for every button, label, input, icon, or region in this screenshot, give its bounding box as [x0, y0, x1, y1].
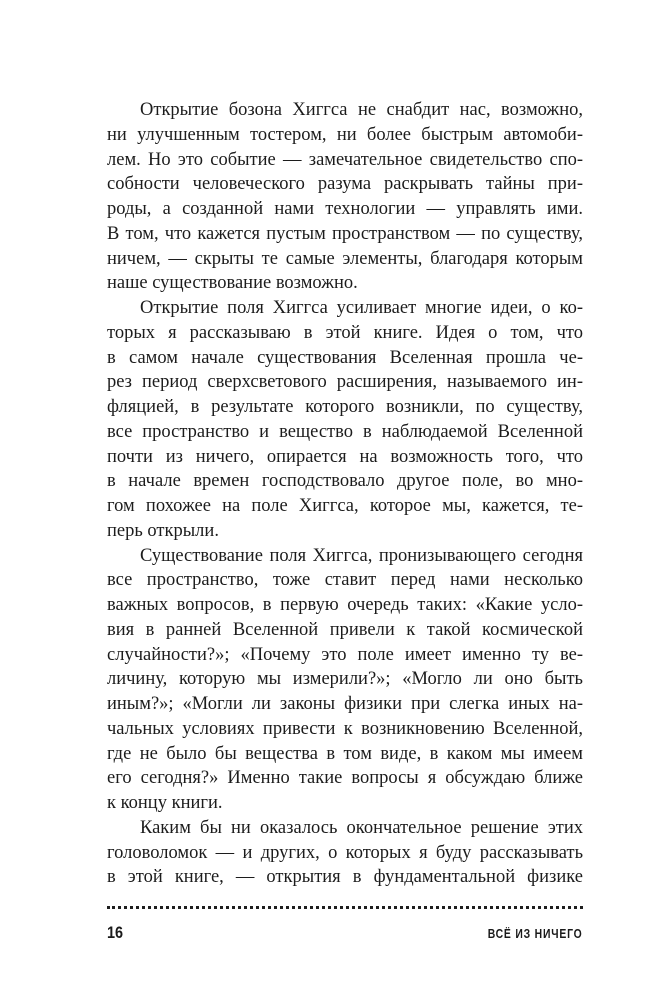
text-line: головоломок — и других, о которых я буду рассказывать [107, 842, 583, 863]
text-line: Открытие поля Хиггса усиливает многие идеи, о ко- [140, 298, 583, 318]
text-line: его сегодня?» Именно такие вопросы я обсуждаю ближе [107, 768, 583, 789]
text-line: рез период сверхсветового расширения, называемого ин- [107, 372, 583, 393]
paragraph [107, 544, 583, 816]
text-line: чальных условиях привести к возникновению Вселенной, [107, 718, 583, 739]
text-line: к концу книги. [107, 793, 223, 813]
paragraph [107, 98, 583, 296]
text-line: почти из ничего, опирается на возможность того, что [107, 446, 583, 467]
page-number: 16 [107, 923, 124, 942]
text-line: личину, которую мы измерили?»; «Могло ли оно быть [107, 669, 583, 690]
paragraph [107, 816, 583, 890]
text-line: все пространство и вещество в наблюдаемой Вселенной [107, 421, 583, 442]
text-line: ничем, — скрыты те самые элементы, благодаря которым [107, 248, 583, 269]
text-line: Открытие бозона Хиггса не снабдит нас, возможно, [140, 100, 583, 120]
text-line: ни улучшенным тостером, ни более быстрым автомоби- [107, 124, 583, 145]
text-line: в самом начале существования Вселенная прошла че- [107, 347, 583, 368]
text-line: В том, что кажется пустым пространством — по существу, [107, 223, 583, 244]
text-line: роды, а созданной нами технологии — управлять ими. [107, 199, 583, 219]
text-line: Каким бы ни оказалось окончательное решение этих [140, 817, 583, 838]
paragraph [107, 296, 583, 544]
text-line: все пространство, тоже ставит перед нами несколько [107, 570, 583, 591]
text-line: случайности?»; «Почему это поле имеет именно ту ве- [107, 644, 583, 665]
text-line: собности человеческого разума раскрывать тайны при- [107, 174, 583, 195]
text-line: в этой книге, — открытия в фундаментальной физике [107, 867, 583, 888]
text-line: наше существование возможно. [107, 273, 358, 294]
body-text [107, 98, 583, 890]
text-line: лем. Но это событие — замечательное свидетельство спо- [107, 149, 583, 170]
text-line: Существование поля Хиггса, пронизывающего сегодня [140, 545, 583, 566]
text-line: торых я рассказываю в этой книге. Идея о том, что [107, 322, 583, 343]
text-line: перь открыли. [107, 520, 219, 541]
text-line: иным?»; «Могли ли законы физики при слегка иных на- [107, 694, 583, 714]
text-line: в начале времен господствовало другое поле, во мно- [107, 471, 583, 492]
running-title: ВСЁ ИЗ НИЧЕГО [488, 926, 583, 941]
text-line: фляцией, в результате которого возникли, по существу, [107, 397, 583, 417]
text-line: где не было бы вещества в том виде, в каком мы имеем [107, 743, 583, 764]
text-line: вия в ранней Вселенной привели к такой космической [107, 619, 583, 640]
text-line: важных вопросов, в первую очередь таких: «Какие усло- [107, 595, 583, 615]
text-line: гом похожее на поле Хиггса, которое мы, кажется, те- [107, 496, 583, 516]
footer-dotted-rule [107, 906, 583, 909]
